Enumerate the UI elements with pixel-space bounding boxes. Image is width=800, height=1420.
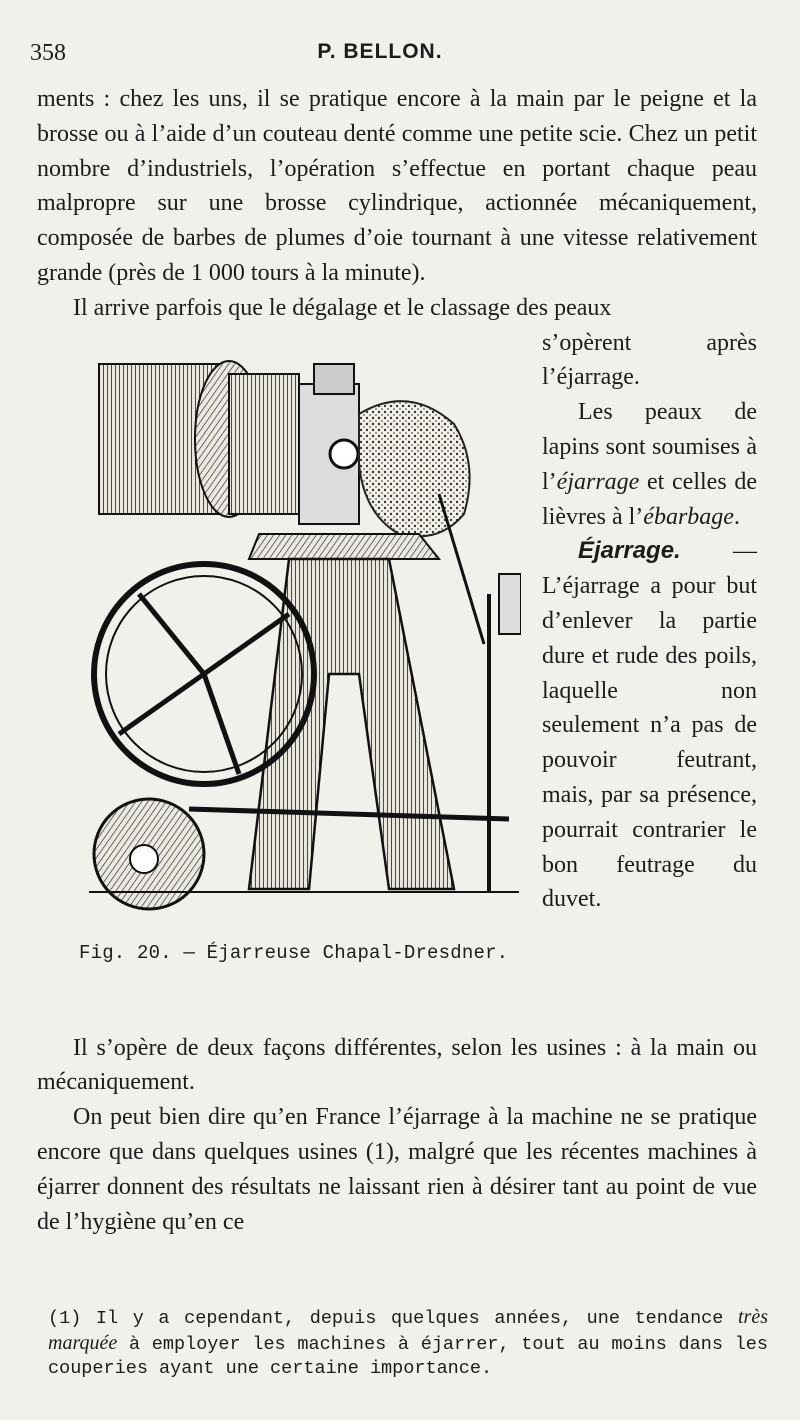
subhead-dash: — [680, 538, 757, 565]
page-header [30, 36, 770, 70]
footnote-end: à employer les machines à éjarrer, tout au moins dans les couperies ayant une certaine importance. [48, 1334, 768, 1379]
p3-ebarbage-term: ébarbage [643, 503, 734, 530]
figure-caption: Fig. 20. — Éjarreuse Chapal-Dresdner. [79, 941, 509, 964]
running-head: P. BELLON. [317, 40, 443, 63]
p3-ejarrage-term: éjarrage [556, 468, 640, 495]
p3-end: . [733, 503, 740, 530]
ejarreuse-engraving [59, 344, 521, 916]
paragraph-2-continuation: s’opèrent après l’éjarrage. [542, 329, 757, 391]
paragraph-4-text: L’éjarrage a pour but d’enlever la partie dure et rude des poils, laquelle non seulement n’a pas de pouvoir feutrant, mais, par sa présence, pourrait contrarier le bon feutrage du duvet. [542, 573, 757, 913]
paragraph-3 [542, 395, 757, 534]
paragraph-1: ments : chez les uns, il se pratique encore à la main par le peigne et la brosse ou à l’aide d’un couteau denté comme une petite scie. Chez un petit nombre d’industriels, l’opération s’effectue en portant chaque peau malpropre sur une brosse cylindrique, actionnée mécaniquement, composée de barbes de plumes d’oie tournant à une vitesse relativement grande (près de 1 000 tours à la minute). [37, 86, 757, 286]
body-text [37, 82, 757, 1239]
footnote-italic: très marquée [48, 1306, 768, 1354]
paragraph-6: On peut bien dire qu’en France l’éjarrage à la machine ne se pratique encore que dans quelques usines (1), malgré que les récentes machines à éjarrer donnent des résultats ne laissant rien à désirer tant au point de vue de l’hygiène qu’en ce [37, 1104, 757, 1235]
paragraph-4 [542, 534, 757, 917]
paragraph-5: Il s’opère de deux façons différentes, selon les usines : à la main ou mécaniquement. [37, 1034, 757, 1096]
page-number: 358 [30, 40, 66, 66]
footnote [48, 1305, 768, 1381]
p3-mid: et celles de lièvres à l’ [542, 468, 757, 530]
footnote-start: (1) Il y a cependant, depuis quelques années, une tendance [48, 1308, 738, 1329]
section-subhead: Éjarrage. [578, 537, 681, 565]
side-text-column [542, 326, 757, 918]
figure-area [37, 326, 757, 1031]
paragraph-2-line-1: Il arrive parfois que le dégalage et le classage des peaux [73, 294, 612, 321]
machine-illustration [59, 344, 521, 916]
p3-start: Les peaux de lapins sont soumises à l’ [542, 399, 757, 495]
